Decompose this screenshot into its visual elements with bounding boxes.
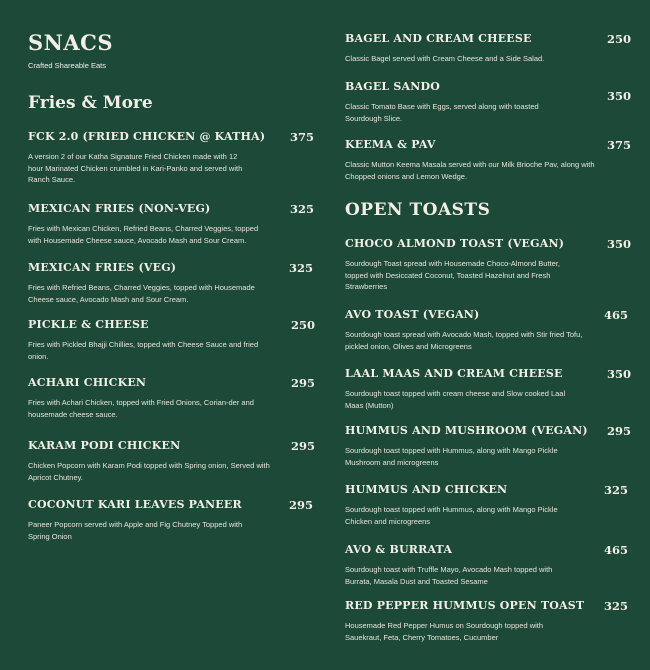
- item-price: 350: [607, 367, 632, 381]
- menu-item: [345, 80, 635, 124]
- page-tagline: Crafted Shareable Eats: [28, 61, 106, 70]
- item-description: Fries with Achari Chicken, topped with Fried Onions, Corian-der and housemade cheese sauce.: [28, 398, 254, 419]
- item-description: Classic Mutton Keema Masala served with our Milk Brioche Pav, along with Chopped onions and Lemon Wedge.: [345, 160, 595, 181]
- item-description: Sourdough toast with Truffle Mayo, Avocado Mash topped with Burrata, Masala Dust and Toasted Sesame: [345, 565, 553, 586]
- item-name: HUMMUS AND MUSHROOM (VEGAN): [345, 424, 588, 437]
- item-description: Sourdough toast spread with Avocado Mash, topped with Stir fried Tofu, pickled onion, Olives and Microgreens: [345, 330, 583, 351]
- menu-item: [28, 130, 318, 186]
- menu-item: [28, 261, 318, 305]
- item-name: KARAM PODI CHICKEN: [28, 439, 181, 452]
- item-name: HUMMUS AND CHICKEN: [345, 483, 508, 496]
- item-price: 350: [607, 89, 632, 103]
- item-price: 325: [604, 599, 629, 613]
- menu-item: [28, 202, 318, 246]
- item-name: BAGEL AND CREAM CHEESE: [345, 32, 532, 45]
- page-title: SNACS: [28, 30, 114, 55]
- item-price: 375: [290, 130, 315, 144]
- section-title-open-toasts: OPEN TOASTS: [345, 200, 491, 220]
- menu-item: [28, 376, 318, 420]
- item-name: AVO TOAST (VEGAN): [345, 308, 480, 321]
- menu-item: [345, 308, 635, 352]
- section-title-fries: Fries & More: [28, 93, 153, 113]
- item-description: Sourdough toast topped with cream cheese and Slow cooked Laal Maas (Mutton): [345, 389, 566, 410]
- item-name: PICKLE & CHEESE: [28, 318, 149, 331]
- menu-item: [345, 543, 635, 587]
- item-name: MEXICAN FRIES (NON-VEG): [28, 202, 211, 215]
- menu-item: [28, 439, 318, 483]
- item-description: Housemade Red Pepper Humus on Sourdough topped with Sauekraut, Feta, Cherry Tomatoes, Cucumber: [345, 621, 544, 642]
- item-description: Sourdough Toast spread with Housemade Choco-Almond Butter, topped with Desiccated Coconut, Toasted Hazelnut and Fresh Strawberries: [345, 259, 560, 291]
- item-price: 295: [289, 498, 314, 512]
- item-price: 250: [607, 32, 632, 46]
- item-price: 375: [607, 138, 632, 152]
- item-description: Fries with Refried Beans, Charred Veggies, topped with Housemade Cheese sauce, Avocado Mash and Sour Cream.: [28, 283, 255, 304]
- item-price: 465: [604, 308, 629, 322]
- snacs-header: [28, 30, 113, 70]
- item-name: AVO & BURRATA: [345, 543, 453, 556]
- menu-item: [28, 318, 318, 362]
- item-price: 325: [290, 202, 315, 216]
- item-price: 325: [604, 483, 629, 497]
- item-description: Classic Tomato Base with Eggs, served along with toasted Sourdough Slice.: [345, 102, 539, 123]
- item-description: Fries with Pickled Bhajji Chillies, topped with Cheese Sauce and fried onion.: [28, 340, 259, 361]
- item-name: RED PEPPER HUMMUS OPEN TOAST: [345, 599, 585, 612]
- item-price: 250: [291, 318, 316, 332]
- item-name: MEXICAN FRIES (VEG): [28, 261, 177, 274]
- menu-item: [345, 138, 635, 182]
- menu-item: [345, 424, 635, 468]
- item-description: Sourdough toast topped with Hummus, along with Mango Pickle Chicken and microgreens: [345, 505, 558, 526]
- menu-item: [345, 599, 635, 643]
- item-description: Sourdough toast topped with Hummus, along with Mango Pickle Mushroom and microgreens: [345, 446, 558, 467]
- item-price: 325: [289, 261, 314, 275]
- item-price: 295: [291, 376, 316, 390]
- item-description: Classic Bagel served with Cream Cheese and a Side Salad.: [345, 54, 545, 63]
- menu-item: [345, 237, 635, 293]
- item-name: CHOCO ALMOND TOAST (VEGAN): [345, 237, 565, 250]
- item-name: ACHARI CHICKEN: [28, 376, 147, 389]
- item-name: BAGEL SANDO: [345, 80, 441, 93]
- item-description: Chicken Popcorn with Karam Podi topped with Spring onion, Served with Apricot Chutney.: [28, 461, 270, 482]
- item-price: 465: [604, 543, 629, 557]
- item-description: Fries with Mexican Chicken, Refried Beans, Charred Veggies, topped with Housemade Cheese sauce, Avocado Mash and Sour Cream.: [28, 224, 259, 245]
- item-name: COCONUT KARI LEAVES PANEER: [28, 498, 242, 511]
- menu-item: [345, 32, 635, 65]
- item-price: 350: [607, 237, 632, 251]
- menu-item: [28, 498, 318, 542]
- item-description: A version 2 of our Katha Signature Fried Chicken made with 12 hour Marinated Chicken crumbled in Kari-Panko and served with Ranch Sauce.: [28, 152, 243, 184]
- item-name: KEEMA & PAV: [345, 138, 436, 151]
- item-description: Paneer Popcorn served with Apple and Fig Chutney Topped with Spring Onion: [28, 520, 243, 541]
- item-price: 295: [291, 439, 316, 453]
- item-name: FCK 2.0 (FRIED CHICKEN @ KATHA): [28, 130, 266, 143]
- menu-item: [345, 483, 635, 527]
- menu-item: [345, 367, 635, 411]
- item-price: 295: [607, 424, 632, 438]
- item-name: LAAL MAAS AND CREAM CHEESE: [345, 367, 563, 380]
